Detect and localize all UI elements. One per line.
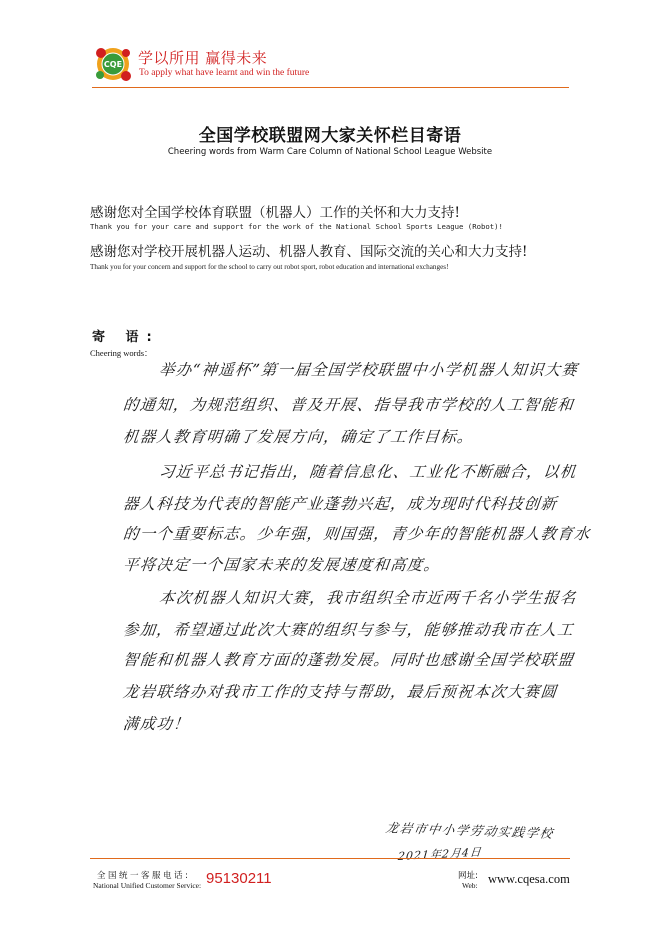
message-line: 满成功！ [122, 715, 191, 733]
message-line: 龙岩联络办对我市工作的支持与帮助，最后预祝本次大赛圆 [122, 683, 559, 701]
cheering-label-english: Cheering words： [90, 348, 153, 358]
website-url[interactable]: www.cqesa.com [488, 872, 570, 886]
footer-divider [90, 858, 570, 859]
service-label-english: National Unified Customer Service: [93, 881, 202, 890]
logo-text: CQE [103, 60, 123, 69]
signature-organization: 龙岩市中小学劳动实践学校 [384, 820, 556, 841]
message-line: 举办“神遥杯”第一届全国学校联盟中小学机器人知识大赛 [158, 361, 580, 379]
message-line: 的通知，为规范组织、普及开展、指导我市学校的人工智能和 [122, 396, 575, 414]
message-line: 机器人教育明确了发展方向，确定了工作目标。 [122, 428, 475, 446]
message-line: 习近平总书记指出，随着信息化、工业化不断融合，以机 [158, 463, 578, 481]
thanks-line-1-chinese: 感谢您对全国学校体育联盟（机器人）工作的关怀和大力支持! [90, 205, 460, 221]
page-title: 全国学校联盟网大家关怀栏目寄语 [198, 126, 462, 146]
service-phone: 95130211 [206, 870, 272, 887]
web-label-chinese: 网址: [458, 871, 478, 881]
slogan-chinese: 学以所用 赢得未来 [138, 49, 268, 67]
thanks-line-2-english: Thank you for your concern and support for the school to carry out robot sport, robot education and international exchanges! [90, 263, 449, 271]
header-divider [92, 87, 569, 88]
message-line: 器人科技为代表的智能产业蓬勃兴起，成为现时代科技创新 [122, 495, 559, 513]
page-subtitle: Cheering words from Warm Care Column of National School League Website [167, 147, 493, 157]
message-line: 本次机器人知识大赛，我市组织全市近两千名小学生报名 [158, 589, 578, 607]
message-line: 平将决定一个国家未来的发展速度和高度。 [122, 556, 442, 574]
cheering-label: 寄 语: [92, 330, 160, 345]
service-label-chinese: 全国统一客服电话: [97, 871, 191, 881]
slogan-english: To apply what have learnt and win the future [139, 68, 310, 78]
message-line: 智能和机器人教育方面的蓬勃发展。同时也感谢全国学校联盟 [122, 651, 575, 669]
cqe-logo [93, 44, 133, 84]
thanks-line-1-english: Thank you for your care and support for the work of the National School Sports League (Robot)! [90, 222, 503, 231]
message-line: 参加，希望通过此次大赛的组织与参与，能够推动我市在人工 [122, 621, 575, 639]
web-label-english: Web: [462, 881, 478, 890]
signature-date: 2021年2月4日 [397, 845, 483, 864]
message-line: 的一个重要标志。少年强，则国强，青少年的智能机器人教育水 [122, 525, 592, 543]
thanks-line-2-chinese: 感谢您对学校开展机器人运动、机器人教育、国际交流的关心和大力支持! [90, 244, 528, 260]
